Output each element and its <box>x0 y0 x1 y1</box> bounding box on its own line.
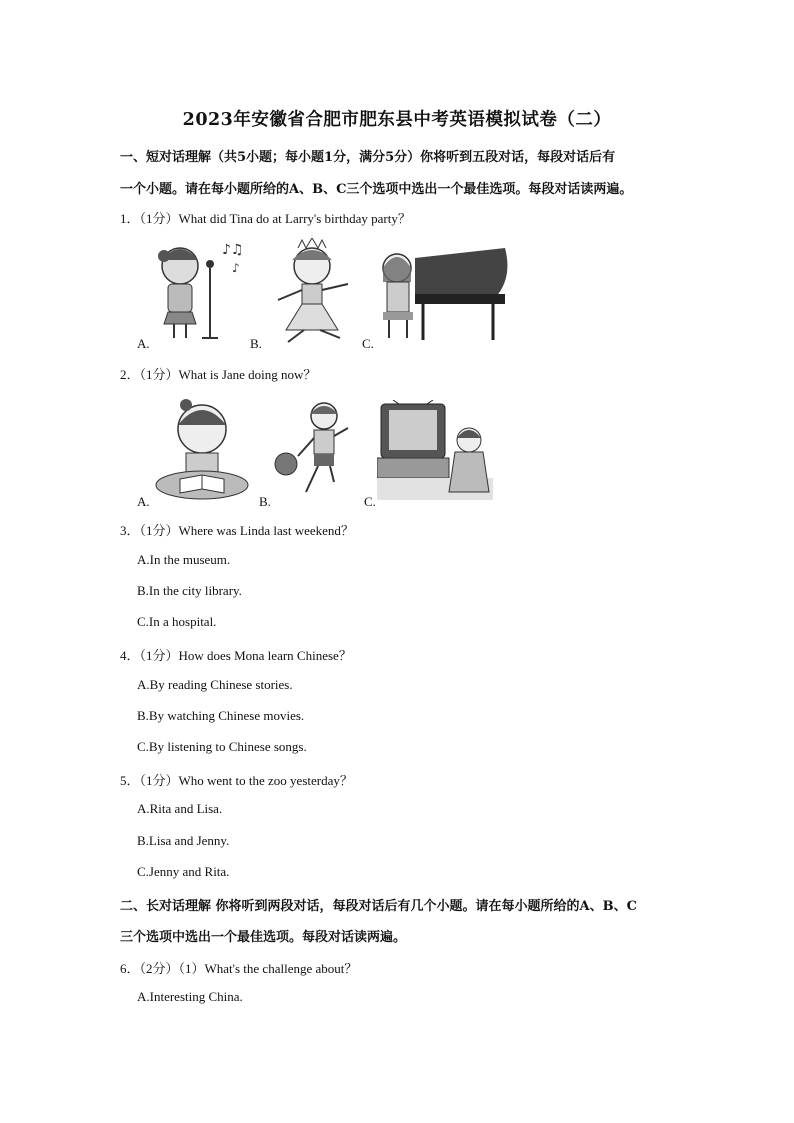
q2-option-a-label: A. <box>137 494 150 509</box>
section1-heading-line2: 一个小题。请在每小题所给的A、B、C三个选项中选出一个最佳选项。每段对话读两遍。 <box>120 182 633 197</box>
q2-option-b-label: B. <box>259 494 271 509</box>
girl-watching-tv-icon <box>377 400 497 502</box>
q3-option-a: A.In the museum. <box>137 552 231 567</box>
section2-heading-line1: 二、长对话理解 你将听到两段对话，每段对话后有几个小题。请在每小题所给的A、B、C <box>120 899 637 914</box>
girl-singing-icon <box>150 238 250 346</box>
q1-option-b-label: B. <box>250 336 262 351</box>
q5-option-c: C.Jenny and Rita. <box>137 864 230 879</box>
svg-text:♪♫: ♪♫ <box>222 242 244 258</box>
q4-option-b: B.By watching Chinese movies. <box>137 708 305 723</box>
q3-option-b: B.In the city library. <box>137 583 242 598</box>
girl-playing-piano-icon <box>375 238 515 344</box>
question-5: 5．（1分）Who went to the zoo yesterday？ <box>120 773 353 788</box>
q1-option-a-label: A. <box>137 336 150 351</box>
q6-option-a: A.Interesting China. <box>137 989 243 1004</box>
question-1: 1．（1分）What did Tina do at Larry's birthday party？ <box>120 211 411 226</box>
question-4: 4．（1分）How does Mona learn Chinese？ <box>120 648 352 663</box>
question-2: 2．（1分）What is Jane doing now？ <box>120 367 317 382</box>
girl-reading-icon <box>152 393 250 503</box>
q5-option-a: A.Rita and Lisa. <box>137 801 223 816</box>
q4-option-a: A.By reading Chinese stories. <box>137 677 293 692</box>
q5-option-b: B.Lisa and Jenny. <box>137 833 230 848</box>
q1-option-c-label: C. <box>362 336 374 351</box>
svg-text:♪: ♪ <box>232 261 240 275</box>
girl-dancing-icon <box>268 238 358 346</box>
section2-heading-line2: 三个选项中选出一个最佳选项。每段对话读两遍。 <box>120 930 407 945</box>
q4-option-c: C.By listening to Chinese songs. <box>137 739 307 754</box>
page-title: 2023年安徽省合肥市肥东县中考英语模拟试卷（二） <box>182 110 612 130</box>
q3-option-c: C.In a hospital. <box>137 614 217 629</box>
section1-heading-line1: 一、短对话理解（共5小题；每小题1分，满分5分）你将听到五段对话，每段对话后有 <box>120 150 616 165</box>
q2-option-c-label: C. <box>364 494 376 509</box>
question-6: 6．（2分）（1）What's the challenge about？ <box>120 961 358 976</box>
girl-playing-basketball-icon <box>272 398 356 502</box>
question-3: 3．（1分）Where was Linda last weekend？ <box>120 523 354 538</box>
